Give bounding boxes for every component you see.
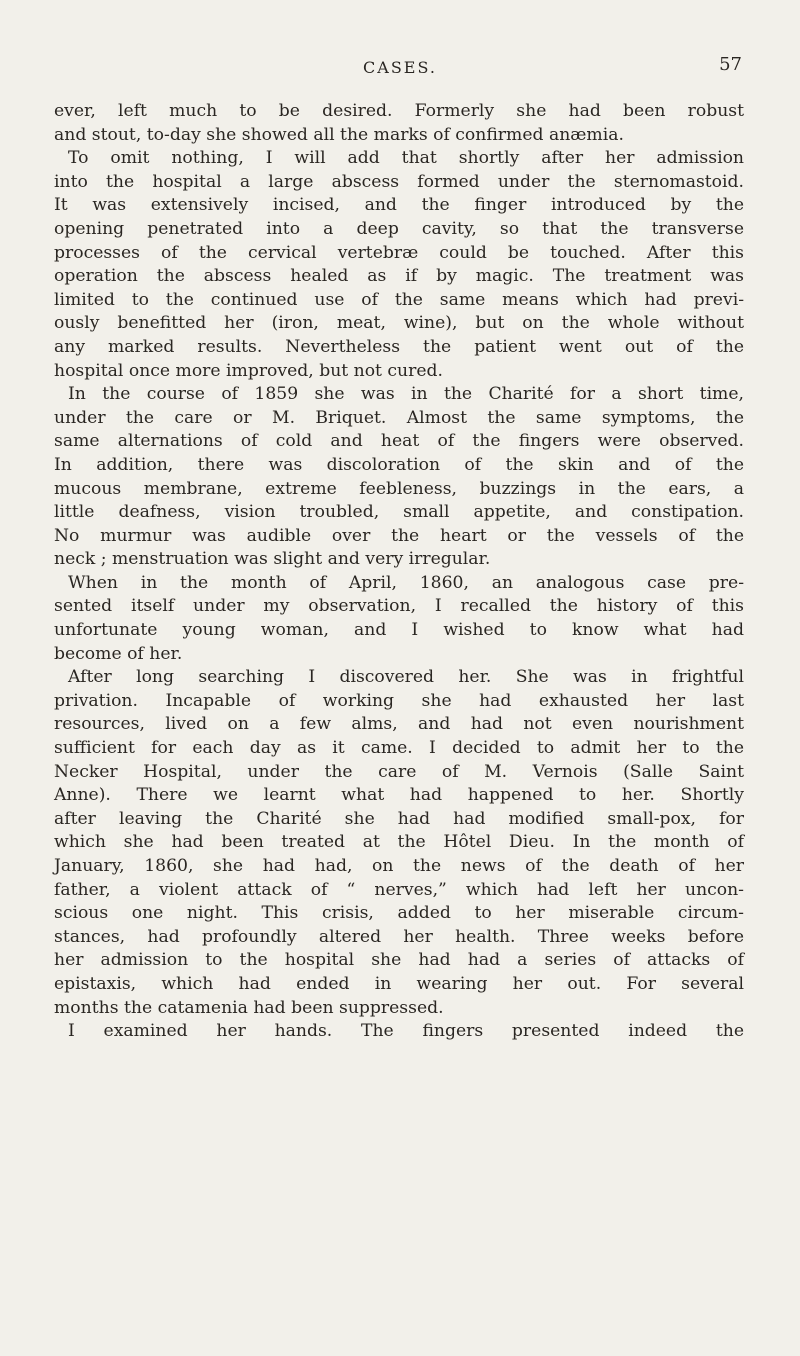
text-line: under the care or M. Briquet. Almost the same symptoms, the [54,407,744,428]
text-line: little deafness, vision troubled, small appetite, and constipation. [54,502,744,523]
running-title: CASES. [363,58,437,77]
text-line: January, 1860, she had had, on the news of the death of her [54,856,744,876]
text-line: unfortunate young woman, and I wished to know what had [54,620,744,641]
text-line: I examined her hands. The fingers presented indeed the [68,1021,744,1042]
text-line: which she had been treated at the Hôtel Dieu. In the month of [54,832,744,853]
text-line: ously benefitted her (iron, meat, wine), but on the whole without [54,313,744,334]
text-line: resources, lived on a few alms, and had not even nourishment [54,714,744,735]
text-line: sufficient for each day as it came. I decided to admit her to the [54,738,744,759]
text-line: Necker Hospital, under the care of M. Vernois (Salle Saint [54,761,744,782]
text-line: same alternations of cold and heat of the fingers were observed. [54,431,744,452]
text-line: It was extensively incised, and the finger introduced by the [54,195,744,216]
text-line: become of her. [54,643,183,664]
text-line: stances, had profoundly altered her health. Three weeks before [54,926,744,947]
text-line: When in the month of April, 1860, an analogous case pre- [68,572,744,593]
text-line: after leaving the Charité she had had modified small-pox, for [54,808,744,829]
text-line: mucous membrane, extreme feebleness, buzzings in the ears, a [54,478,744,499]
text-line: scious one night. This crisis, added to her miserable circum- [54,903,744,924]
text-line: No murmur was audible over the heart or the vessels of the [54,525,744,546]
text-line: any marked results. Nevertheless the patient went out of the [54,336,744,357]
text-line: months the catamenia had been suppressed. [54,997,444,1018]
text-line: After long searching I discovered her. She was in frightful [68,667,744,688]
text-line: hospital once more improved, but not cured. [54,360,443,381]
text-line: epistaxis, which had ended in wearing her out. For several [54,973,744,994]
page-number: 57 [719,54,742,75]
text-line: sented itself under my observation, I recalled the history of this [54,596,744,617]
text-line: Anne). There we learnt what had happened to her. Shortly [54,785,744,806]
text-line: To omit nothing, I will add that shortly after her admission [68,148,744,169]
text-line: In the course of 1859 she was in the Charité for a short time, [68,384,744,405]
text-line: limited to the continued use of the same means which had previ- [54,289,744,310]
text-line: processes of the cervical vertebræ could be touched. After this [54,242,744,263]
text-line: ever, left much to be desired. Formerly she had been robust [54,101,744,121]
text-line: operation the abscess healed as if by magic. The treatment was [54,266,744,287]
body-text [54,100,744,1044]
running-head [0,54,800,82]
text-line: In addition, there was discoloration of the skin and of the [54,454,744,475]
text-line: into the hospital a large abscess formed under the sternomastoid. [54,171,744,192]
text-line: opening penetrated into a deep cavity, so that the transverse [54,218,744,239]
text-line: and stout, to-day she showed all the marks of confirmed anæmia. [54,124,624,145]
text-line: father, a violent attack of “ nerves,” which had left her uncon- [54,879,744,900]
text-line: her admission to the hospital she had had a series of attacks of [54,950,744,971]
text-line: neck ; menstruation was slight and very irregular. [54,549,491,570]
text-line: privation. Incapable of working she had exhausted her last [54,690,744,711]
